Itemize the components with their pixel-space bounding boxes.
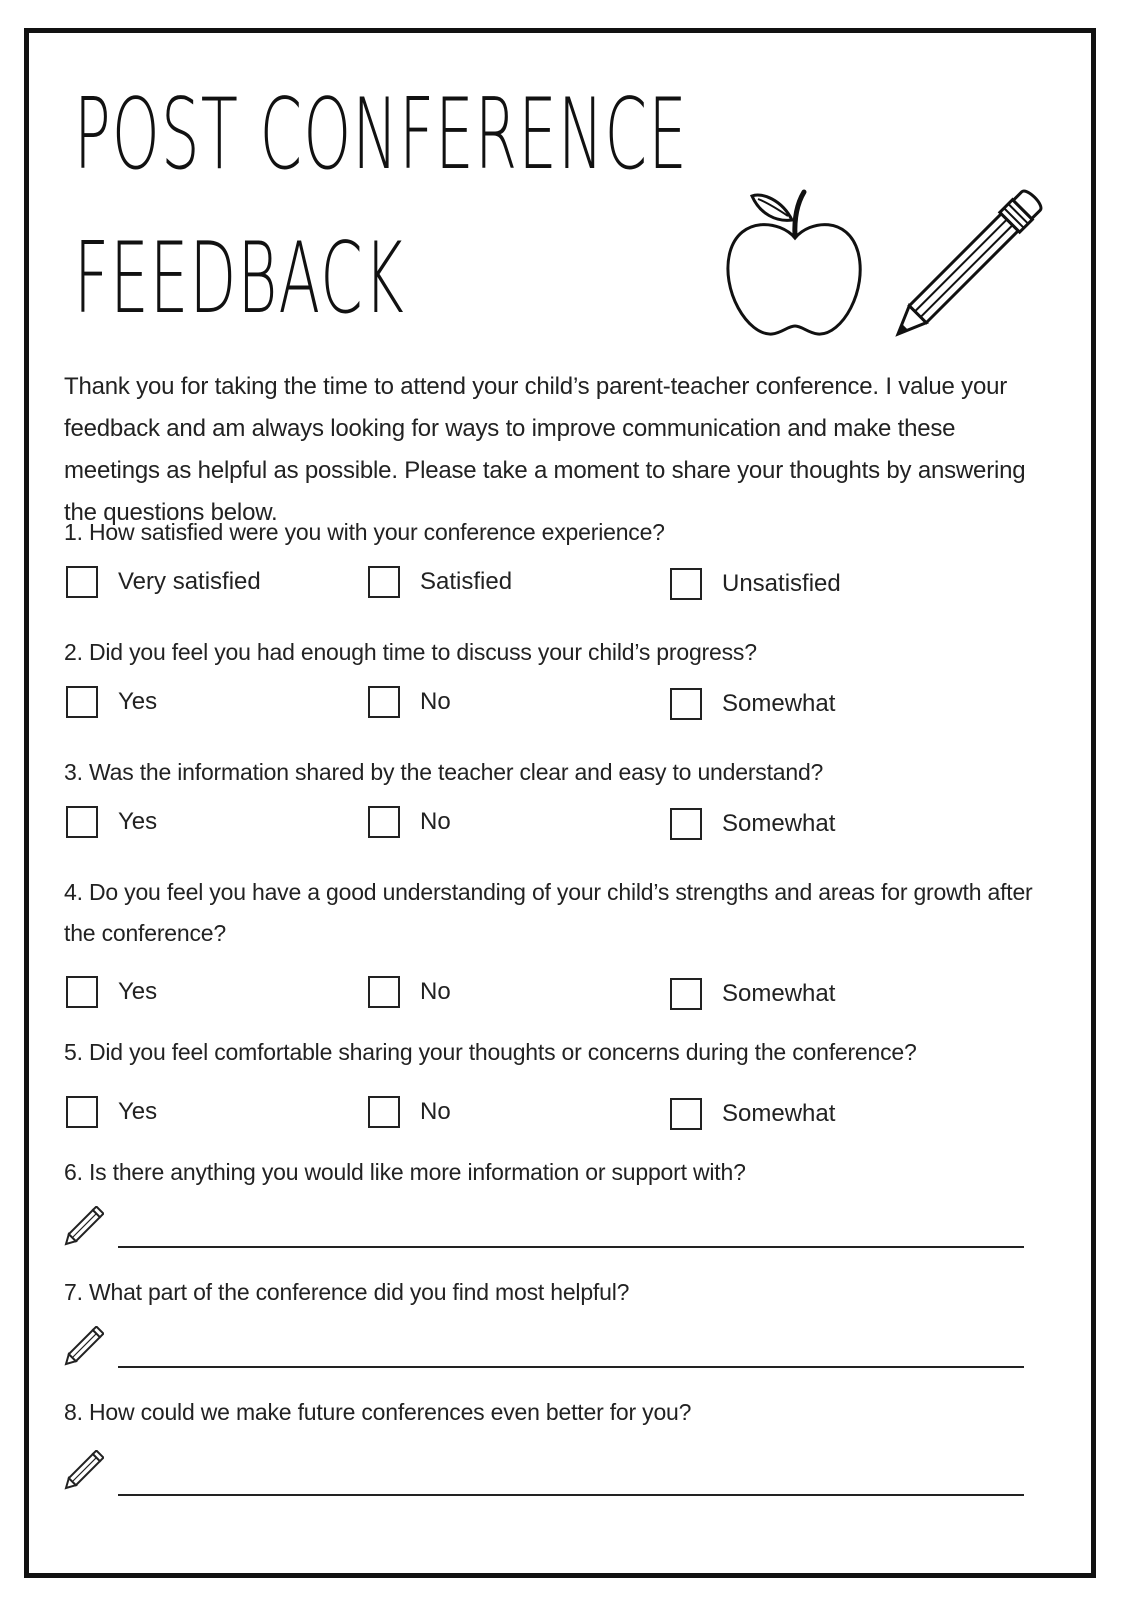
apple-icon: [720, 186, 870, 346]
checkbox[interactable]: [368, 686, 400, 718]
checkbox[interactable]: [368, 976, 400, 1008]
option-label: Satisfied: [420, 568, 513, 595]
answer-line[interactable]: [118, 1494, 1024, 1496]
option-label: Yes: [118, 688, 158, 715]
option-label: Unsatisfied: [722, 570, 841, 597]
question-6: 6. Is there anything you would like more information or support with?: [64, 1159, 746, 1185]
option-satisfied[interactable]: [368, 566, 512, 598]
option-label: No: [420, 808, 451, 835]
pencil-icon: [62, 1326, 104, 1368]
pencil-icon: [884, 186, 1049, 346]
option-label: Somewhat: [722, 980, 836, 1007]
option-somewhat[interactable]: [670, 808, 835, 840]
checkbox[interactable]: [670, 1098, 702, 1130]
question-3: 3. Was the information shared by the teacher clear and easy to understand?: [64, 759, 824, 785]
option-label: No: [420, 978, 451, 1005]
option-yes[interactable]: [66, 1096, 157, 1128]
question-2: 2. Did you feel you had enough time to discuss your child’s progress?: [64, 639, 757, 665]
checkbox[interactable]: [66, 566, 98, 598]
checkbox[interactable]: [368, 806, 400, 838]
option-unsatisfied[interactable]: [670, 568, 841, 600]
page-title-line2: FEEDBACK: [74, 222, 405, 336]
checkbox[interactable]: [670, 568, 702, 600]
option-label: No: [420, 688, 451, 715]
option-label: Somewhat: [722, 1100, 836, 1127]
option-label: Somewhat: [722, 810, 836, 837]
checkbox[interactable]: [66, 1096, 98, 1128]
option-no[interactable]: [368, 976, 451, 1008]
option-yes[interactable]: [66, 686, 157, 718]
question-5: 5. Did you feel comfortable sharing your thoughts or concerns during the conference?: [64, 1039, 917, 1065]
option-label: Yes: [118, 1098, 158, 1125]
question-8: 8. How could we make future conferences even better for you?: [64, 1399, 692, 1425]
checkbox[interactable]: [66, 806, 98, 838]
checkbox[interactable]: [66, 686, 98, 718]
question-7: 7. What part of the conference did you find most helpful?: [64, 1279, 630, 1305]
checkbox[interactable]: [670, 688, 702, 720]
question-1: 1. How satisfied were you with your conference experience?: [64, 519, 665, 545]
page-title-line1: POST CONFERENCE: [74, 78, 688, 192]
checkbox[interactable]: [368, 1096, 400, 1128]
pencil-icon: [62, 1450, 104, 1492]
option-no[interactable]: [368, 806, 451, 838]
answer-line[interactable]: [118, 1246, 1024, 1248]
question-4: 4. Do you feel you have a good understanding of your child’s strengths and areas for growth after the conference?: [64, 879, 1033, 946]
option-somewhat[interactable]: [670, 978, 835, 1010]
checkbox[interactable]: [368, 566, 400, 598]
option-label: Yes: [118, 808, 158, 835]
option-label: Yes: [118, 978, 158, 1005]
option-somewhat[interactable]: [670, 688, 835, 720]
answer-line[interactable]: [118, 1366, 1024, 1368]
option-yes[interactable]: [66, 806, 157, 838]
option-very-satisfied[interactable]: [66, 566, 261, 598]
checkbox[interactable]: [670, 808, 702, 840]
intro-paragraph: Thank you for taking the time to attend your child’s parent-teacher conference. I value your feedback and am always looking for ways to improve communication and make these meetings as helpful as possible. Please take a moment to share your thoughts by answering the questions below.: [64, 373, 1026, 526]
option-label: Somewhat: [722, 690, 836, 717]
checkbox[interactable]: [66, 976, 98, 1008]
checkbox[interactable]: [670, 978, 702, 1010]
option-label: No: [420, 1098, 451, 1125]
option-yes[interactable]: [66, 976, 157, 1008]
option-no[interactable]: [368, 686, 451, 718]
option-somewhat[interactable]: [670, 1098, 835, 1130]
option-no[interactable]: [368, 1096, 451, 1128]
pencil-icon: [62, 1206, 104, 1248]
option-label: Very satisfied: [118, 568, 261, 595]
